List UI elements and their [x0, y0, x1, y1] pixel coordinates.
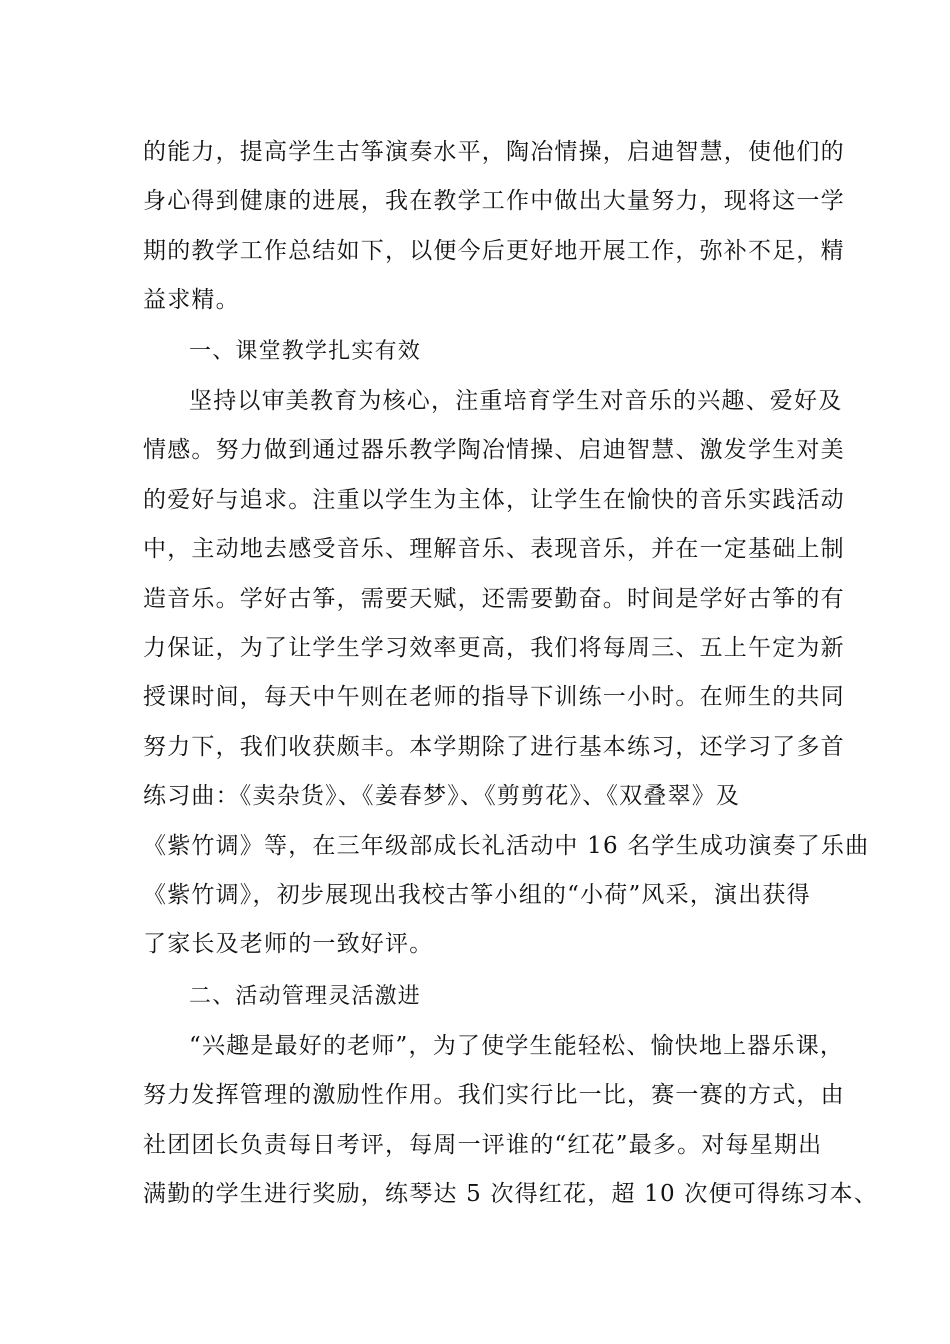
- body-line: 身心得到健康的进展，我在教学工作中做出大量努力，现将这一学: [143, 188, 845, 214]
- body-line: 满勤的学生进行奖励，练琴达 5 次得红花，超 10 次便可得练习本、: [143, 1181, 878, 1207]
- body-line: 情感。努力做到通过器乐教学陶冶情操、启迪智慧、激发学生对美: [143, 437, 845, 463]
- body-line: 努力下，我们收获颇丰。本学期除了进行基本练习，还学习了多首: [143, 734, 845, 760]
- section-heading: 一、课堂教学扎实有效: [189, 339, 422, 364]
- body-line: 努力发挥管理的激励性作用。我们实行比一比，赛一赛的方式，由: [143, 1082, 845, 1108]
- section-heading: 二、活动管理灵活激进: [189, 984, 422, 1009]
- body-line: 授课时间，每天中午则在老师的指导下训练一小时。在师生的共同: [143, 684, 845, 710]
- paragraph-first-line: 坚持以审美教育为核心，注重培育学生对音乐的兴趣、爱好及: [189, 388, 843, 414]
- body-line: 《紫竹调》等，在三年级部成长礼活动中 16 名学生成功演奏了乐曲: [143, 833, 870, 859]
- body-line: 《紫竹调》，初步展现出我校古筝小组的“小荷”风采，演出获得: [143, 882, 811, 908]
- body-line: 社团团长负责每日考评，每周一评谁的“红花”最多。对每星期出: [143, 1132, 823, 1158]
- body-line: 力保证，为了让学生学习效率更高，我们将每周三、五上午定为新: [143, 635, 845, 661]
- body-line: 中，主动地去感受音乐、理解音乐、表现音乐，并在一定基础上制: [143, 536, 845, 562]
- body-line: 的能力，提高学生古筝演奏水平，陶冶情操，启迪智慧，使他们的: [143, 139, 845, 165]
- body-line: 了家长及老师的一致好评。: [143, 931, 434, 957]
- paragraph-first-line: “兴趣是最好的老师”，为了使学生能轻松、愉快地上器乐课，: [189, 1033, 845, 1059]
- body-line: 益求精。: [143, 287, 240, 313]
- body-line: 练习曲：《卖杂货》、《姜春梦》、《剪剪花》、《双叠翠》及: [143, 783, 741, 809]
- body-line: 的爱好与追求。注重以学生为主体，让学生在愉快的音乐实践活动: [143, 487, 845, 513]
- body-line: 造音乐。学好古筝，需要天赋，还需要勤奋。时间是学好古筝的有: [143, 586, 845, 612]
- body-line: 期的教学工作总结如下，以便今后更好地开展工作，弥补不足，精: [143, 238, 845, 264]
